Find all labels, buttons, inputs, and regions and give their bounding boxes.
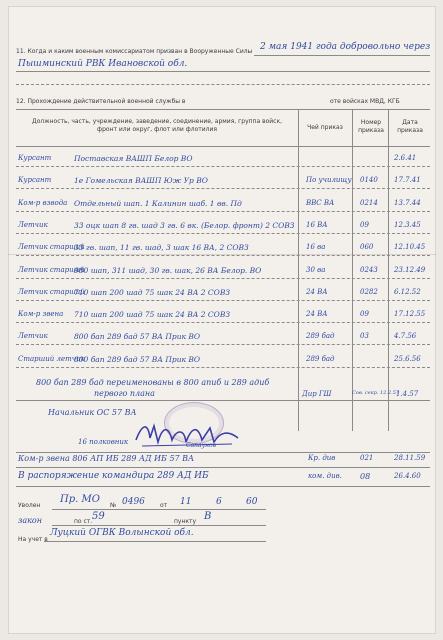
- row-order-number: 09: [360, 221, 369, 229]
- row-whose-order: 289 бад: [306, 355, 335, 363]
- row2-2-num: 08: [360, 472, 371, 481]
- header-whose-order: Чей приказ: [307, 124, 343, 131]
- row-divider: [16, 211, 430, 212]
- row-order-date: 23.12.49: [394, 266, 426, 274]
- row-order-date: 12.10.45: [394, 243, 426, 251]
- row-position: Курсант: [18, 154, 52, 162]
- note-date: 1.4.57: [396, 390, 419, 398]
- row-unit: 710 шап 200 шад 75 шак 24 ВА 2 СОВЗ: [74, 288, 230, 297]
- discharge-order: Пр. МО: [60, 494, 100, 505]
- row-divider: [16, 344, 430, 345]
- section11-label: 11. Когда и каким военным комиссариатом призван в Вооруженные Силы: [16, 48, 253, 55]
- note-line1: 800 бап 289 бад переименованы в 800 апиб и 289 адиб: [36, 378, 270, 387]
- discharge-month: 6: [216, 497, 222, 507]
- row-position: Летчик старший: [18, 266, 85, 274]
- row2-2-text: В распоряжение командира 289 АД ИБ: [18, 471, 209, 481]
- discharge-art: 59: [92, 511, 105, 522]
- row-order-number: 0243: [360, 266, 378, 274]
- row-order-number: 0282: [360, 288, 378, 296]
- row-position: Летчик: [18, 221, 48, 229]
- row2-1-date: 28.11.59: [394, 454, 426, 462]
- row-order-number: 09: [360, 310, 369, 318]
- row-unit: Поставская ВАШП Белор ВО: [74, 154, 193, 163]
- row-whose-order: По училищу: [306, 176, 352, 184]
- row2-1-text: Ком-р звена 806 АП ИБ 289 АД ИБ 57 ВА: [18, 454, 195, 463]
- row2-1-who: Кр. див: [308, 454, 336, 462]
- discharge-day: 11: [180, 497, 192, 507]
- row-unit: 1е Гомельская ВАШП Юж Ур ВО: [74, 176, 208, 185]
- row-order-date: 12.3.45: [394, 221, 421, 229]
- row-order-number: 060: [360, 243, 374, 251]
- row-divider: [16, 367, 430, 368]
- row-whose-order: 24 ВА: [306, 288, 328, 296]
- row-position: Летчик старший: [18, 243, 85, 251]
- row-order-date: 17.7.41: [394, 176, 421, 184]
- row-divider: [16, 233, 430, 234]
- discharge-art-label: по ст.: [74, 518, 93, 525]
- row-order-date: 17.12.55: [394, 310, 426, 318]
- row-position: Ком-р взвода: [18, 199, 68, 207]
- row-unit: 33 оцк шап 8 гв. шад 3 гв. 6 вк. (Белор. фронт) 2 СОВЗ: [74, 221, 295, 230]
- row-whose-order: 30 ва: [306, 266, 326, 274]
- discharge-num: 0496: [122, 497, 145, 507]
- row-whose-order: 24 ВА: [306, 310, 328, 318]
- row-order-date: 4.7.56: [394, 332, 417, 340]
- row-divider: [16, 255, 430, 256]
- discharge-year: 60: [246, 497, 258, 507]
- row-position: Старший летчик: [18, 355, 85, 363]
- row-unit: Отдельный шап. 1 Калинин шаб. 1 вв. Пд: [74, 199, 242, 208]
- row-divider: [16, 300, 430, 301]
- row-divider: [16, 188, 430, 189]
- record-sheet: [8, 6, 436, 634]
- row-order-number: 0140: [360, 176, 378, 184]
- signature-rank: 16 полковник: [78, 438, 129, 446]
- row-unit: 980 шап, 311 шад, 30 гв. шак, 26 ВА Белор. ВО: [74, 266, 262, 275]
- row-position: Летчик: [18, 332, 48, 340]
- row-order-date: 13.7.44: [394, 199, 421, 207]
- paper-fold: [8, 254, 436, 255]
- header-position: Должность, часть, учреждение, заведение, соединение, армия, группа войск, фронт или округ, флот или флотилия: [32, 118, 282, 133]
- row-divider: [16, 166, 430, 167]
- section12-label: 12. Прохождение действительной военной службы в: [16, 98, 186, 105]
- row-position: Курсант: [18, 176, 52, 184]
- registry-label: На учет в: [18, 536, 48, 543]
- row-position: Ком-р звена: [18, 310, 64, 318]
- row-order-date: 2.6.41: [394, 154, 417, 162]
- discharge-point: В: [204, 511, 212, 522]
- note-line2: первого плана: [94, 389, 155, 398]
- row2-2-who: ком. див.: [308, 472, 342, 480]
- row-unit: 800 бап 289 бад 57 ВА Прик ВО: [74, 332, 201, 341]
- discharge-law: закон: [18, 516, 42, 525]
- header-order-number: Номер приказа: [358, 119, 384, 134]
- section12-label-right: оте войсках МВД, КГБ: [330, 98, 400, 105]
- registry-value: Луцкий ОГВК Волынской обл.: [50, 528, 194, 538]
- row-unit: 800 бап 289 бад 57 ВА Прик ВО: [74, 355, 201, 364]
- row-order-date: 6.12.52: [394, 288, 421, 296]
- discharge-num-label: №: [110, 502, 117, 509]
- row-whose-order: 16 ва: [306, 243, 326, 251]
- row-order-number: 0214: [360, 199, 378, 207]
- note-num: Сов. секр. 12.2.57: [352, 390, 400, 396]
- row-whose-order: 289 бад: [306, 332, 335, 340]
- section11-date: 2 мая 1941 года добровольно через: [260, 42, 431, 52]
- row-whose-order: 16 ВА: [306, 221, 328, 229]
- row-divider: [16, 322, 430, 323]
- section11-office: Пышминский РВК Ивановской обл.: [18, 59, 188, 69]
- signature-surname: Сапаунов: [186, 442, 217, 449]
- row2-1-num: 021: [360, 454, 374, 462]
- note-who: Дир ГШ: [302, 390, 332, 398]
- row-position: Летчик старший: [18, 288, 85, 296]
- row-order-date: 25.6.56: [394, 355, 421, 363]
- signature-title: Начальник ОС 57 ВА: [48, 408, 137, 417]
- row2-2-date: 26.4.60: [394, 472, 421, 480]
- discharge-from-label: от: [160, 502, 168, 509]
- row-order-number: 03: [360, 332, 369, 340]
- row-unit: 710 шап 200 шад 75 шак 24 ВА 2 СОВЗ: [74, 310, 230, 319]
- row-unit: 33 гв. шап, 11 гв. шад, 3 шак 16 ВА, 2 СОВЗ: [74, 243, 249, 252]
- row-whose-order: ВВС ВА: [306, 199, 335, 207]
- discharge-point-label: пункту: [174, 518, 197, 525]
- header-order-date: Дата приказа: [397, 119, 423, 134]
- row-divider: [16, 278, 430, 279]
- discharge-prefix: Уволен: [18, 502, 41, 509]
